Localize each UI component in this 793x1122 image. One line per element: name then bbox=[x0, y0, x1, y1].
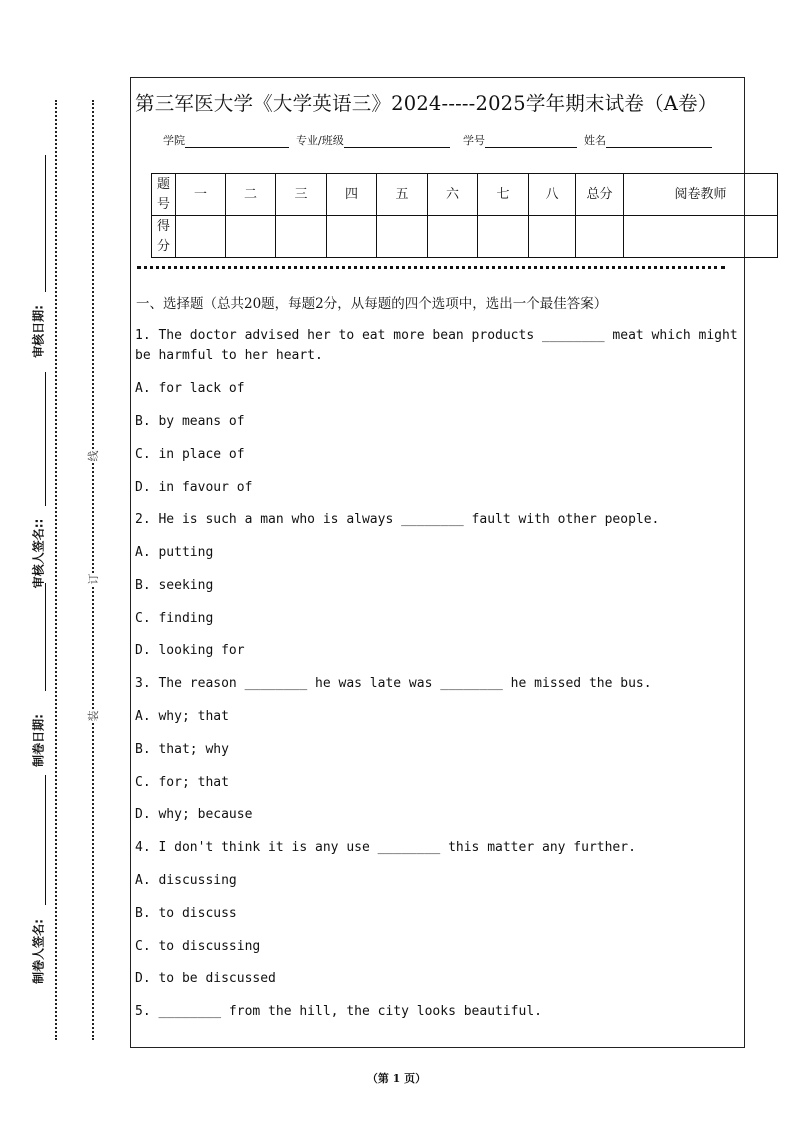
field-major-class bbox=[296, 132, 450, 148]
score-cell-grader[interactable] bbox=[624, 216, 778, 258]
field-name-blank[interactable] bbox=[606, 135, 712, 148]
maker-date-label: 制卷日期: bbox=[31, 714, 46, 767]
score-table bbox=[151, 173, 778, 258]
field-college-label: 学院 bbox=[163, 134, 185, 147]
answer-option[interactable]: B. to discuss bbox=[135, 906, 237, 921]
field-college-blank[interactable] bbox=[185, 135, 289, 148]
binding-char-line: 线 bbox=[87, 450, 100, 462]
score-cell[interactable] bbox=[276, 216, 327, 258]
maker-date-line bbox=[45, 583, 46, 691]
answer-option[interactable]: C. for; that bbox=[135, 775, 229, 790]
header-col: 六 bbox=[428, 174, 478, 216]
question-stem: 4. I don't think it is any use ________ this matter any further. bbox=[135, 840, 636, 855]
field-major-blank[interactable] bbox=[344, 135, 450, 148]
question-stem-continuation: be harmful to her heart. bbox=[135, 348, 323, 363]
field-name bbox=[584, 132, 712, 148]
header-col: 一 bbox=[176, 174, 226, 216]
reviewer-date-label: 审核日期: bbox=[31, 305, 46, 358]
separator-dotted-line bbox=[137, 266, 725, 269]
score-cell[interactable] bbox=[377, 216, 428, 258]
page-number: （第 1 页） bbox=[366, 1072, 427, 1085]
answer-option[interactable]: C. in place of bbox=[135, 447, 245, 462]
score-table-header-row bbox=[152, 174, 778, 216]
header-score: 得分 bbox=[152, 216, 176, 258]
answer-option[interactable]: C. finding bbox=[135, 611, 214, 626]
header-col: 八 bbox=[529, 174, 576, 216]
answer-option[interactable]: B. by means of bbox=[135, 414, 245, 429]
maker-sign-label: 制卷人签名: bbox=[31, 919, 46, 984]
binding-char-bind: 装 bbox=[87, 710, 100, 722]
score-cell[interactable] bbox=[327, 216, 377, 258]
field-name-label: 姓名 bbox=[584, 134, 606, 147]
header-col: 五 bbox=[377, 174, 428, 216]
answer-option[interactable]: A. why; that bbox=[135, 709, 229, 724]
exam-title: 第三军医大学《大学英语三》2024-----2025学年期末试卷（A卷） bbox=[135, 92, 718, 115]
field-student-id bbox=[463, 132, 577, 148]
answer-option[interactable]: C. to discussing bbox=[135, 939, 261, 954]
reviewer-date-line bbox=[45, 155, 46, 292]
question-stem: 5. ________ from the hill, the city looks beautiful. bbox=[135, 1004, 542, 1019]
answer-option[interactable]: A. discussing bbox=[135, 873, 237, 888]
reviewer-sign-line bbox=[45, 372, 46, 506]
header-col: 七 bbox=[478, 174, 529, 216]
answer-option[interactable]: A. for lack of bbox=[135, 381, 245, 396]
score-cell[interactable] bbox=[529, 216, 576, 258]
field-student-id-blank[interactable] bbox=[485, 135, 577, 148]
answer-option[interactable]: D. in favour of bbox=[135, 480, 253, 495]
score-cell[interactable] bbox=[176, 216, 226, 258]
answer-option[interactable]: D. why; because bbox=[135, 807, 253, 822]
answer-option[interactable]: B. seeking bbox=[135, 578, 214, 593]
field-major-label: 专业/班级 bbox=[296, 134, 344, 147]
field-college bbox=[163, 132, 289, 148]
answer-option[interactable]: D. looking for bbox=[135, 643, 245, 658]
score-cell-total[interactable] bbox=[576, 216, 624, 258]
binding-char-staple: 订 bbox=[87, 573, 100, 585]
score-cell[interactable] bbox=[478, 216, 529, 258]
header-col: 二 bbox=[226, 174, 276, 216]
header-question-number: 题号 bbox=[152, 174, 176, 216]
header-col: 四 bbox=[327, 174, 377, 216]
header-grader: 阅卷教师 bbox=[624, 174, 778, 216]
score-cell[interactable] bbox=[226, 216, 276, 258]
field-student-id-label: 学号 bbox=[463, 134, 485, 147]
question-stem: 1. The doctor advised her to eat more bean products ________ meat which might bbox=[135, 328, 738, 343]
answer-option[interactable]: B. that; why bbox=[135, 742, 229, 757]
score-cell[interactable] bbox=[428, 216, 478, 258]
maker-sign-line bbox=[45, 775, 46, 905]
binding-dotted-line-outer bbox=[55, 100, 57, 1040]
score-table-score-row bbox=[152, 216, 778, 258]
question-stem: 3. The reason ________ he was late was ________ he missed the bus. bbox=[135, 676, 652, 691]
binding-dotted-line-inner bbox=[92, 100, 94, 1040]
answer-option[interactable]: D. to be discussed bbox=[135, 971, 276, 986]
answer-option[interactable]: A. putting bbox=[135, 545, 214, 560]
header-total: 总分 bbox=[576, 174, 624, 216]
question-stem: 2. He is such a man who is always ________ fault with other people. bbox=[135, 512, 660, 527]
section-heading: 一、选择题（总共20题，每题2分，从每题的四个选项中，选出一个最佳答案） bbox=[136, 296, 608, 312]
reviewer-sign-label: 审核人签名:: bbox=[31, 518, 46, 589]
header-col: 三 bbox=[276, 174, 327, 216]
